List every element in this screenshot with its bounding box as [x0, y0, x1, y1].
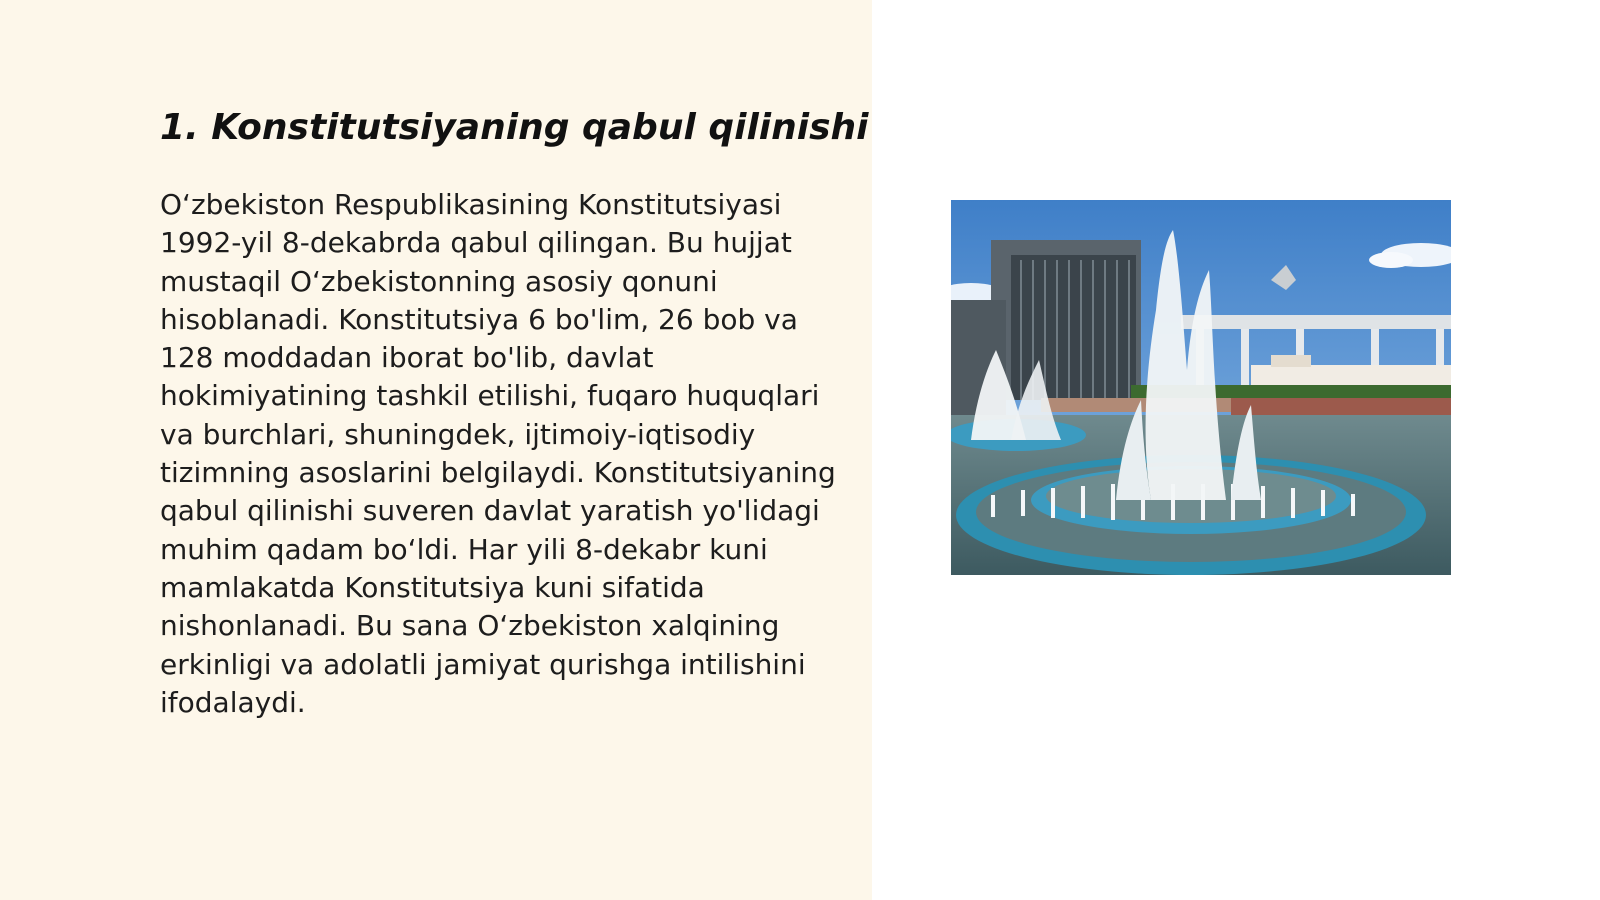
- slide-title: 1. Konstitutsiyaning qabul qilinishi: [160, 107, 869, 148]
- fountain-photo: [951, 200, 1451, 575]
- slide-paragraph: O‘zbekiston Respublikasining Konstitutsiyasi 1992-yil 8-dekabrda qabul qilingan. Bu hujjat mustaqil O‘zbekistonning asosiy qonuni hisoblanadi. Konstitutsiya 6 bo'lim, 26 bob va 128 moddadan iborat bo'lib, davlat hokimiyatining tashkil etilishi, fuqaro huquqlari va burchlari, shuningdek, ijtimoiy-iqtisodiy tizimning asoslarini belgilaydi. Konstitutsiyaning qabul qilinishi suveren davlat yaratish yo'lidagi muhim qadam bo‘ldi. Har yili 8-dekabr kuni mamlakatda Konstitutsiya kuni sifatida nishonlanadi. Bu sana O‘zbekiston xalqining erkinligi va adolatli jamiyat qurishga intilishini ifodalaydi.: [160, 188, 836, 719]
